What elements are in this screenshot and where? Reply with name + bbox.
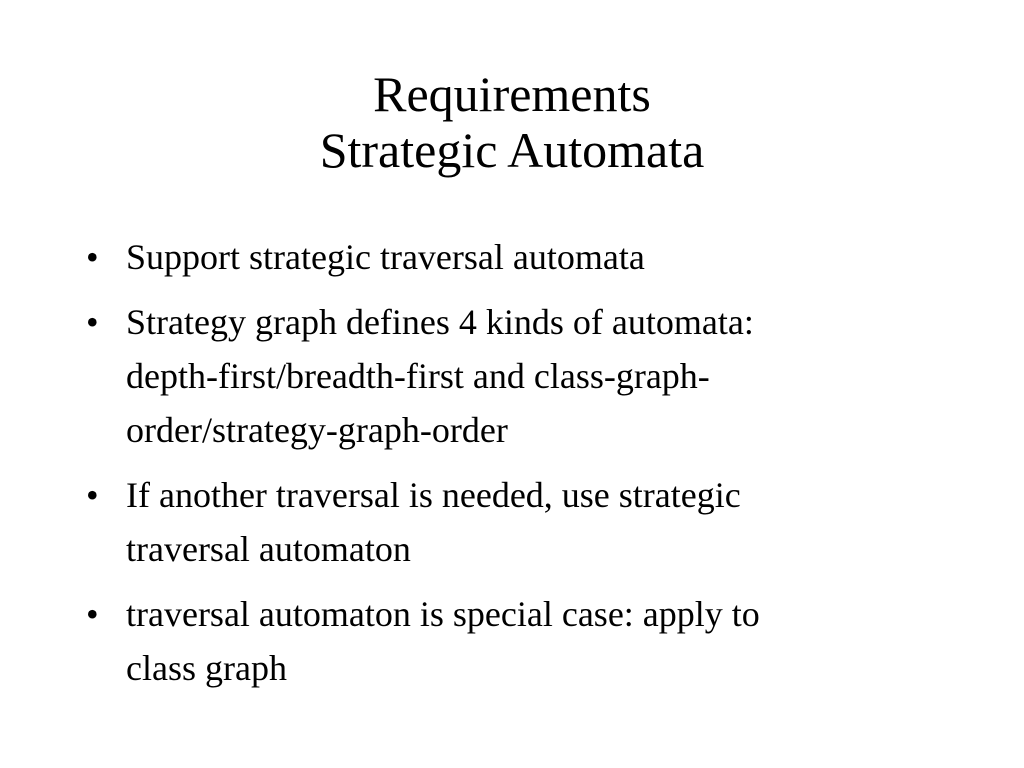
- bullet-item: [86, 230, 966, 284]
- bullet-marker: •: [86, 594, 99, 634]
- bullet-text-line: traversal automaton is special case: apply to: [126, 594, 760, 634]
- bullet-text-line: traversal automaton: [126, 529, 411, 569]
- bullet-marker: •: [86, 237, 99, 277]
- bullet-text-line: class graph: [126, 648, 287, 688]
- bullet-item: [86, 468, 966, 576]
- bullet-text-line: Support strategic traversal automata: [126, 237, 645, 277]
- bullet-marker: •: [86, 302, 99, 342]
- bullet-item: [86, 587, 966, 695]
- slide-title: [0, 66, 1024, 178]
- bullet-text-line: Strategy graph defines 4 kinds of automata:: [126, 302, 754, 342]
- bullet-text-line: order/strategy-graph-order: [126, 410, 508, 450]
- bullet-text-line: depth-first/breadth-first and class-graph-: [126, 356, 710, 396]
- bullet-list: [86, 230, 966, 706]
- bullet-marker: •: [86, 475, 99, 515]
- bullet-item: [86, 295, 966, 457]
- title-line: Requirements: [373, 66, 651, 122]
- title-line: Strategic Automata: [319, 122, 705, 178]
- bullet-text-line: If another traversal is needed, use strategic: [126, 475, 741, 515]
